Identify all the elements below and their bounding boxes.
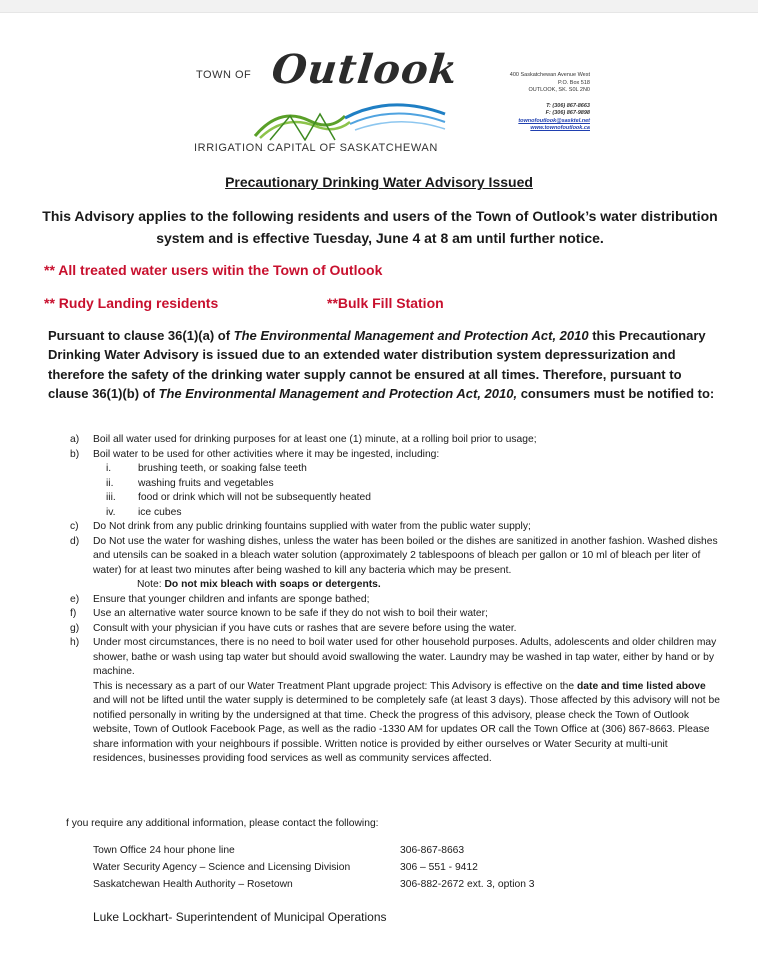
address-line: P.O. Box 518: [557, 79, 590, 86]
contact-name: Water Security Agency – Science and Licensing Division: [93, 862, 351, 873]
advisory-details-paragraph: This is necessary as a part of our Water Treatment Plant upgrade project: This Advisory is effective on the date and time listed above and will not be lifted until the water supply is determined to be completely safe (at least 3 days). Those affected by this advisory will not be notified personally in writing by the undersigned at that time. Check the progress of this advisory, please check the Town of Outlook website, Town of Outlook Facebook Page, as well as the radio -1330 AM for updates OR call the Town Office at (306) 867-8663. Please share information with your neighbours if possible. Written notice is provided by either ourselves or Water Security at multi-unit residences, businesses providing food services as well as community services affected.: [93, 680, 720, 764]
list-item: h) Under most circumstances, there is no need to boil water used for other household purposes. Adults, adolescents and older children may shower, bathe or wash using tap water but should avoid swallowing the water. Laundry may be washed in tap water, either by hand or by machine.: [70, 637, 717, 677]
town-logo: [190, 44, 490, 159]
sub-list-item: iii. food or drink which will not be subsequently heated: [106, 492, 371, 503]
website-link[interactable]: www.townofoutlook.ca: [530, 125, 590, 131]
list-item: f) Use an alternative water source known to be safe if they do not wish to boil their water;: [70, 608, 488, 619]
logo-tagline: IRRIGATION CAPITAL OF SASKATCHEWAN: [194, 142, 438, 154]
act-name: The Environmental Management and Protection Act, 2010: [233, 328, 589, 343]
signature: Luke Lockhart- Superintendent of Municipal Operations: [93, 910, 387, 924]
email-link[interactable]: townofoutlook@sasktel.net: [518, 117, 590, 124]
irrigation-swoosh-icon: [250, 96, 450, 141]
contact-name: Saskatchewan Health Authority – Rosetown: [93, 879, 293, 890]
contact-intro: f you require any additional information, please contact the following:: [66, 818, 379, 829]
page-title: Precautionary Drinking Water Advisory Issued: [225, 174, 533, 190]
contact-name: Town Office 24 hour phone line: [93, 845, 235, 856]
affected-rudy-landing: ** Rudy Landing residents: [44, 295, 219, 311]
list-item: g) Consult with your physician if you have cuts or rashes that are severe before using the water.: [70, 622, 517, 634]
contact-phone: 306 – 551 - 9412: [400, 862, 478, 873]
address-line: 400 Saskatchewan Avenue West: [509, 72, 590, 78]
affected-treated-water-users: ** All treated water users witin the Town of Outlook: [44, 262, 383, 278]
instruction-list: [70, 433, 720, 767]
pursuant-paragraph: Pursuant to clause 36(1)(a) of The Environmental Management and Protection Act, 2010 this Precautionary Drinking Water Advisory is issued due to an extended water distribution system depressurization and therefore the safety of the drinking water supply cannot be ensured at all times. Therefore, pursuant to clause 36(1)(b) of The Environmental Management and Protection Act, 2010, consumers must be notified to:: [48, 328, 715, 401]
intro-statement: This Advisory applies to the following residents and users of the Town of Outlook’s water distribution system and is effective Tuesday, June 4 at 8 am until further notice.: [42, 208, 718, 246]
town-contact-block: [510, 72, 590, 133]
list-item: e) Ensure that younger children and infants are sponge bathed;: [70, 593, 370, 605]
browser-top-strip: [0, 0, 758, 13]
sub-list-item: ii. washing fruits and vegetables: [106, 477, 274, 489]
list-item: d) Do Not use the water for washing dishes, unless the water has been boiled or the dishes are sanitized in another fashion. Washed dishes and utensils can be soaked in a bleach water solution (approximately 2 tablespoons of bleach per gallon or 10 ml of bleach per liter of water) for at least two minutes after being washed to kill any bacteria which may be present.: [70, 535, 718, 576]
address-line: OUTLOOK, SK. S0L 2N0: [528, 87, 590, 93]
sub-list-item: i. brushing teeth, or soaking false teeth: [106, 463, 307, 474]
bleach-note: Note: Do not mix bleach with soaps or detergents.: [137, 579, 381, 590]
phone-number: T: (306) 867-8663: [546, 102, 590, 109]
list-item: a) Boil all water used for drinking purposes for at least one (1) minute, at a rolling boil prior to usage;: [70, 434, 537, 445]
affected-bulk-fill: **Bulk Fill Station: [327, 295, 444, 311]
act-name: The Environmental Management and Protection Act, 2010,: [158, 385, 518, 401]
list-item: c) Do Not drink from any public drinking fountains supplied with water from the public water supply;: [70, 521, 531, 532]
sub-list-item: iv. ice cubes: [106, 506, 182, 518]
contact-phone: 306-882-2672 ext. 3, option 3: [400, 879, 535, 890]
logo-outlook-wordmark: Outlook: [269, 46, 461, 93]
fax-number: F: (306) 867-9898: [545, 110, 590, 116]
logo-town-of-text: TOWN OF: [196, 69, 252, 81]
contact-phone: 306-867-8663: [400, 845, 465, 856]
list-item: b) Boil water to be used for other activities where it may be ingested, including:: [70, 448, 440, 460]
